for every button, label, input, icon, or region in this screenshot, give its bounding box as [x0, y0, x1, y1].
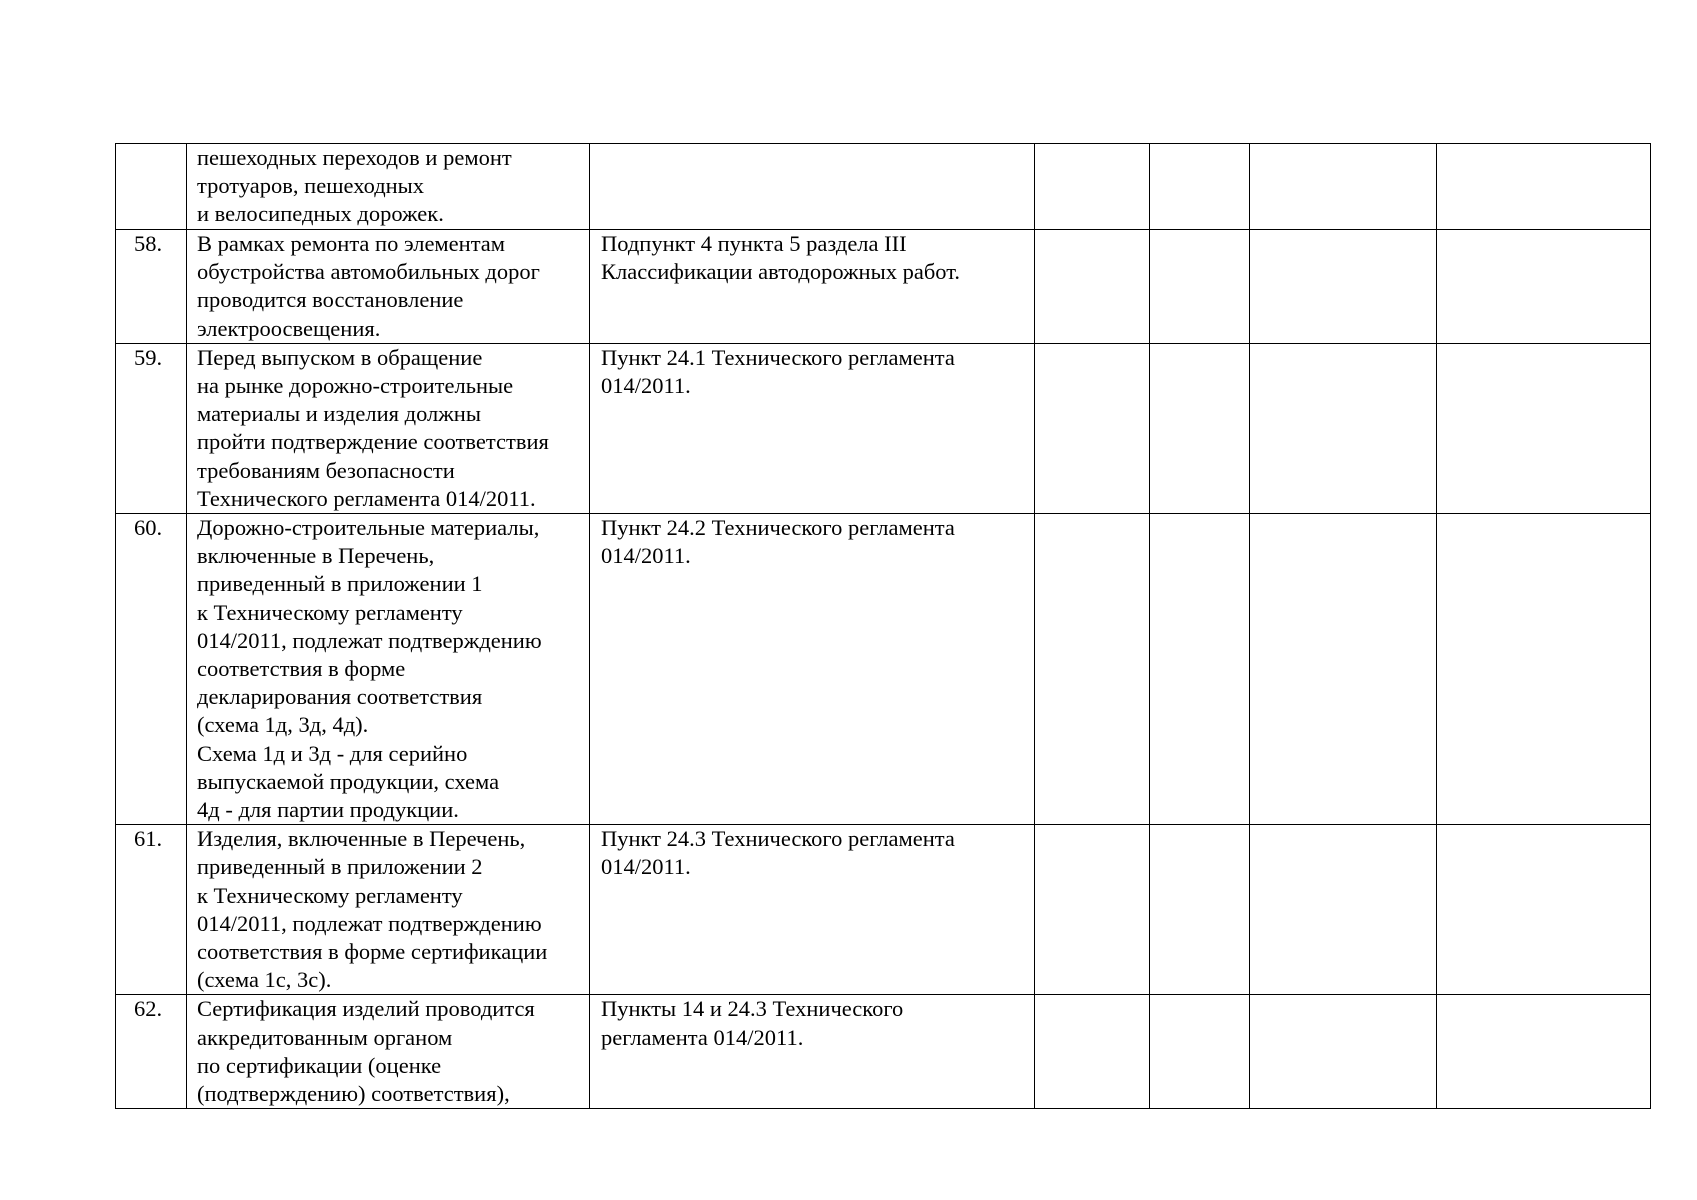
row-number-cell — [116, 343, 187, 513]
requirement-text-line: приведенный в приложении 2 — [197, 854, 483, 880]
requirement-text-line: электроосвещения. — [197, 315, 381, 341]
reference-text-line: Подпункт 4 пункта 5 раздела III — [601, 231, 907, 256]
requirement-text-line: приведенный в приложении 1 — [197, 571, 483, 597]
requirement-text-line: Изделия, включенные в Перечень, — [197, 826, 526, 852]
requirement-cell — [187, 144, 590, 230]
table-row — [116, 343, 1651, 513]
empty-cell — [1250, 230, 1437, 344]
requirement-text-line: 014/2011, подлежат подтверждению — [197, 627, 542, 653]
empty-cell — [1035, 343, 1150, 513]
reference-cell — [590, 230, 1035, 344]
requirement-text-line: проводится восстановление — [197, 287, 464, 313]
requirement-text-line: 014/2011, подлежат подтверждению — [197, 910, 542, 936]
row-number: 59. — [133, 344, 163, 370]
empty-cell — [1035, 144, 1150, 230]
requirement-text-line: (подтверждению) соответствия), — [197, 1081, 510, 1107]
requirement-text-line: 4д - для партии продукции. — [197, 797, 459, 823]
requirement-cell — [187, 514, 590, 825]
requirement-text-line: декларирования соответствия — [197, 684, 483, 710]
row-number-cell — [116, 514, 187, 825]
requirement-cell — [187, 825, 590, 995]
empty-cell — [1035, 514, 1150, 825]
empty-cell — [1150, 343, 1250, 513]
row-number-cell — [116, 230, 187, 344]
table-row — [116, 144, 1651, 230]
requirement-text-line: пешеходных переходов и ремонт — [197, 145, 512, 170]
empty-cell — [1437, 343, 1651, 513]
empty-cell — [1035, 230, 1150, 344]
empty-cell — [1035, 995, 1150, 1109]
empty-cell — [1250, 514, 1437, 825]
requirement-text-line: требованиям безопасности — [197, 457, 455, 483]
requirement-text-line: (схема 1с, 3с). — [197, 967, 332, 993]
requirements-table — [115, 143, 1651, 1109]
reference-text-line: Пункт 24.1 Технического регламента — [601, 344, 955, 370]
empty-cell — [1150, 995, 1250, 1109]
requirement-text-line: Перед выпуском в обращение — [197, 344, 483, 370]
empty-cell — [1035, 825, 1150, 995]
reference-cell — [590, 144, 1035, 230]
empty-cell — [1250, 995, 1437, 1109]
empty-cell — [1250, 825, 1437, 995]
requirement-text-line: пройти подтверждение соответствия — [197, 429, 549, 455]
empty-cell — [1150, 144, 1250, 230]
requirement-text-line: на рынке дорожно-строительные — [197, 373, 514, 399]
reference-text-line: 014/2011. — [601, 543, 691, 569]
empty-cell — [1150, 825, 1250, 995]
row-number-cell — [116, 144, 187, 230]
requirement-text-line: и велосипедных дорожек. — [197, 201, 444, 227]
reference-text-line: Пункты 14 и 24.3 Технического — [601, 996, 904, 1022]
reference-text-line: регламента 014/2011. — [601, 1024, 804, 1050]
reference-cell — [590, 514, 1035, 825]
empty-cell — [1150, 514, 1250, 825]
table-row — [116, 230, 1651, 344]
empty-cell — [1250, 343, 1437, 513]
empty-cell — [1150, 230, 1250, 344]
reference-text-line: 014/2011. — [601, 373, 691, 399]
empty-cell — [1437, 230, 1651, 344]
empty-cell — [1437, 825, 1651, 995]
requirement-text-line: соответствия в форме — [197, 656, 406, 682]
row-number: 58. — [133, 231, 163, 256]
requirement-text-line: тротуаров, пешеходных — [197, 173, 425, 199]
requirement-text-line: Сертификация изделий проводится — [197, 996, 535, 1022]
requirement-text-line: материалы и изделия должны — [197, 401, 481, 427]
reference-cell — [590, 995, 1035, 1109]
reference-text-line: Пункт 24.2 Технического регламента — [601, 515, 955, 541]
table-row — [116, 825, 1651, 995]
table-row — [116, 514, 1651, 825]
requirement-text-line: соответствия в форме сертификации — [197, 939, 548, 965]
table-row — [116, 995, 1651, 1109]
requirement-text-line: В рамках ремонта по элементам — [197, 231, 506, 256]
requirement-text-line: по сертификации (оценке — [197, 1052, 442, 1078]
reference-text-line: 014/2011. — [601, 854, 691, 880]
requirement-text-line: к Техническому регламенту — [197, 882, 463, 908]
requirement-text-line: Дорожно-строительные материалы, — [197, 515, 540, 541]
row-number-cell — [116, 825, 187, 995]
requirement-text-line: к Техническому регламенту — [197, 599, 463, 625]
reference-text-line: Пункт 24.3 Технического регламента — [601, 826, 955, 852]
requirement-text-line: обустройства автомобильных дорог — [197, 259, 540, 285]
reference-cell — [590, 343, 1035, 513]
requirement-cell — [187, 995, 590, 1109]
requirement-text-line: Технического регламента 014/2011. — [197, 485, 536, 511]
row-number: 62. — [133, 996, 163, 1022]
requirement-text-line: (схема 1д, 3д, 4д). — [197, 712, 369, 738]
requirement-text-line: Схема 1д и 3д - для серийно — [197, 740, 468, 766]
reference-text-line: Классификации автодорожных работ. — [601, 259, 960, 285]
requirement-text-line: аккредитованным органом — [197, 1024, 453, 1050]
empty-cell — [1437, 144, 1651, 230]
empty-cell — [1437, 514, 1651, 825]
requirement-cell — [187, 343, 590, 513]
empty-cell — [1437, 995, 1651, 1109]
reference-cell — [590, 825, 1035, 995]
row-number: 61. — [133, 826, 163, 852]
table-body — [116, 144, 1651, 1109]
requirement-text-line: выпускаемой продукции, схема — [197, 768, 500, 794]
requirement-text-line: включенные в Перечень, — [197, 543, 435, 569]
requirement-cell — [187, 230, 590, 344]
empty-cell — [1250, 144, 1437, 230]
row-number: 60. — [133, 515, 163, 541]
row-number-cell — [116, 995, 187, 1109]
